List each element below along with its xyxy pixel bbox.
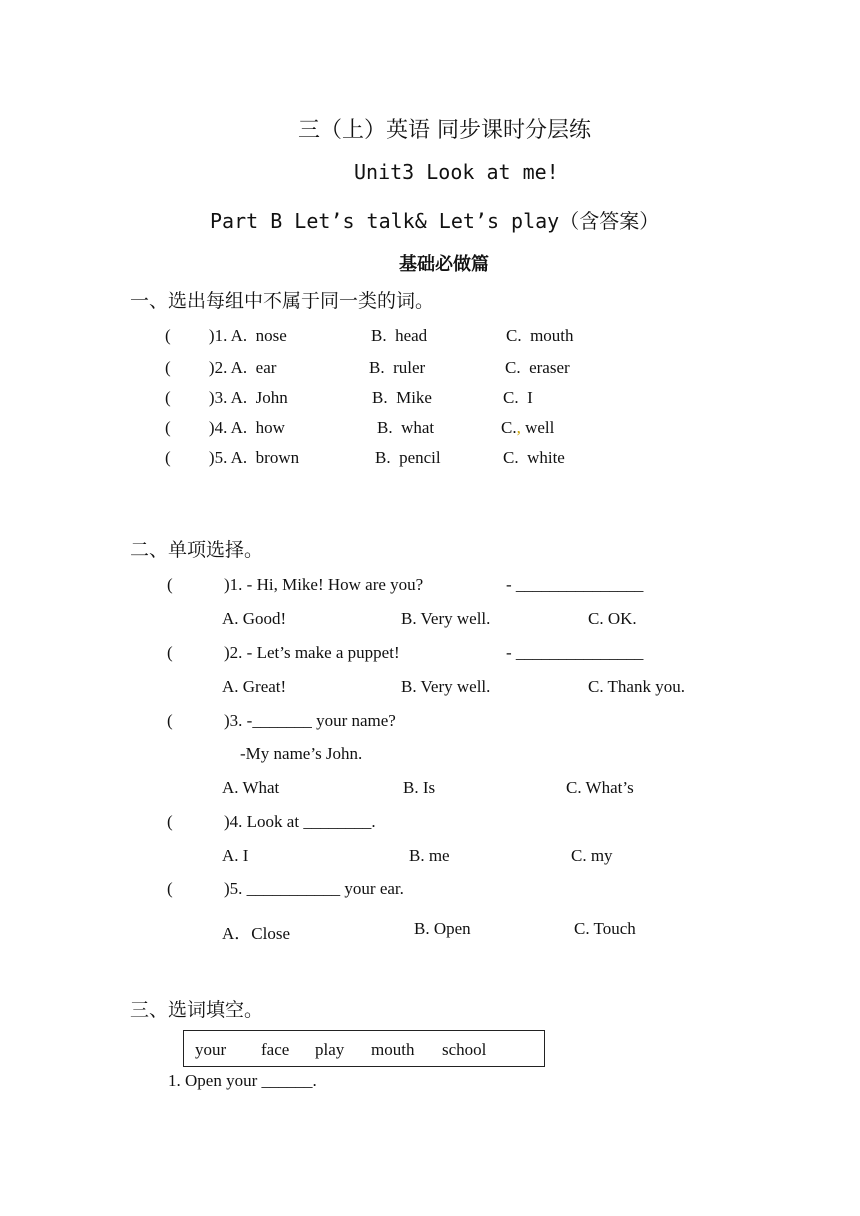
option-b: B. Open bbox=[414, 919, 471, 938]
answer-paren: ( bbox=[167, 812, 173, 831]
option-c: C. Thank you. bbox=[588, 677, 685, 696]
item-question: ( )2. A. ear bbox=[165, 358, 277, 377]
option-c: C. mouth bbox=[506, 326, 574, 345]
option-c: C. Touch bbox=[574, 919, 636, 938]
option-a: A. Good! bbox=[222, 609, 287, 628]
section2-heading: 二、单项选择。 bbox=[130, 539, 264, 561]
option-b: B. me bbox=[409, 846, 450, 865]
option-b: B. Mike bbox=[372, 388, 432, 407]
answer-paren: ( bbox=[167, 711, 173, 730]
question-extra: -My name’s John. bbox=[240, 744, 363, 763]
word-bank-item: face bbox=[261, 1040, 290, 1059]
reply-blank: - _______________ bbox=[506, 643, 644, 662]
level-label: 基础必做篇 bbox=[399, 254, 489, 275]
question-stem: )2. - Let’s make a puppet! bbox=[224, 643, 400, 662]
option-b: B. Very well. bbox=[401, 609, 491, 628]
option-b: B. head bbox=[371, 326, 428, 345]
option-b: B. what bbox=[377, 418, 435, 437]
part-title: Part B Let’s talk& Let’s play（含答案） bbox=[210, 209, 660, 233]
option-c: C. OK. bbox=[588, 609, 637, 628]
word-bank bbox=[183, 1030, 545, 1067]
item-question: ( )1. A. nose bbox=[165, 326, 287, 345]
question-stem: )1. - Hi, Mike! How are you? bbox=[224, 575, 424, 594]
word-bank-item: mouth bbox=[371, 1040, 415, 1059]
word-bank-item: play bbox=[315, 1040, 345, 1059]
answer-paren: ( bbox=[167, 643, 173, 662]
question-stem: )4. Look at ________. bbox=[224, 812, 376, 831]
section3-heading: 三、选词填空。 bbox=[130, 999, 264, 1021]
option-a: A．Close bbox=[222, 924, 290, 943]
option-b: B. ruler bbox=[369, 358, 426, 377]
item-question: ( )5. A. brown bbox=[165, 448, 300, 467]
word-bank-item: your bbox=[195, 1040, 227, 1059]
fill-question: 1. Open your ______. bbox=[168, 1071, 317, 1090]
option-a: A. I bbox=[222, 846, 249, 865]
option-b: B. pencil bbox=[375, 448, 441, 467]
page-title: 三（上）英语 同步课时分层练 bbox=[298, 118, 591, 143]
option-c-letter: C. bbox=[501, 418, 517, 437]
answer-paren: ( bbox=[167, 879, 173, 898]
question-stem: )5. ___________ your ear. bbox=[224, 879, 404, 898]
option-c: C. eraser bbox=[505, 358, 570, 377]
option-c: C. I bbox=[503, 388, 533, 407]
section1-heading: 一、选出每组中不属于同一类的词。 bbox=[130, 290, 435, 312]
item-question: ( )4. A. how bbox=[165, 418, 285, 437]
item-question: ( )3. A. John bbox=[165, 388, 288, 407]
question-stem: )3. -_______ your name? bbox=[224, 711, 396, 730]
reply-blank: - _______________ bbox=[506, 575, 644, 594]
option-c: C. white bbox=[503, 448, 565, 467]
word-bank-item: school bbox=[442, 1040, 487, 1059]
option-c: C. What’s bbox=[566, 778, 634, 797]
option-b: B. Very well. bbox=[401, 677, 491, 696]
option-a: A. What bbox=[222, 778, 280, 797]
unit-title: Unit3 Look at me! bbox=[354, 160, 559, 184]
option-c: C., well bbox=[501, 418, 555, 437]
option-b: B. Is bbox=[403, 778, 436, 797]
option-a: A. Great! bbox=[222, 677, 287, 696]
answer-paren: ( bbox=[167, 575, 173, 594]
option-c-word: well bbox=[525, 418, 555, 437]
option-c: C. my bbox=[571, 846, 613, 865]
